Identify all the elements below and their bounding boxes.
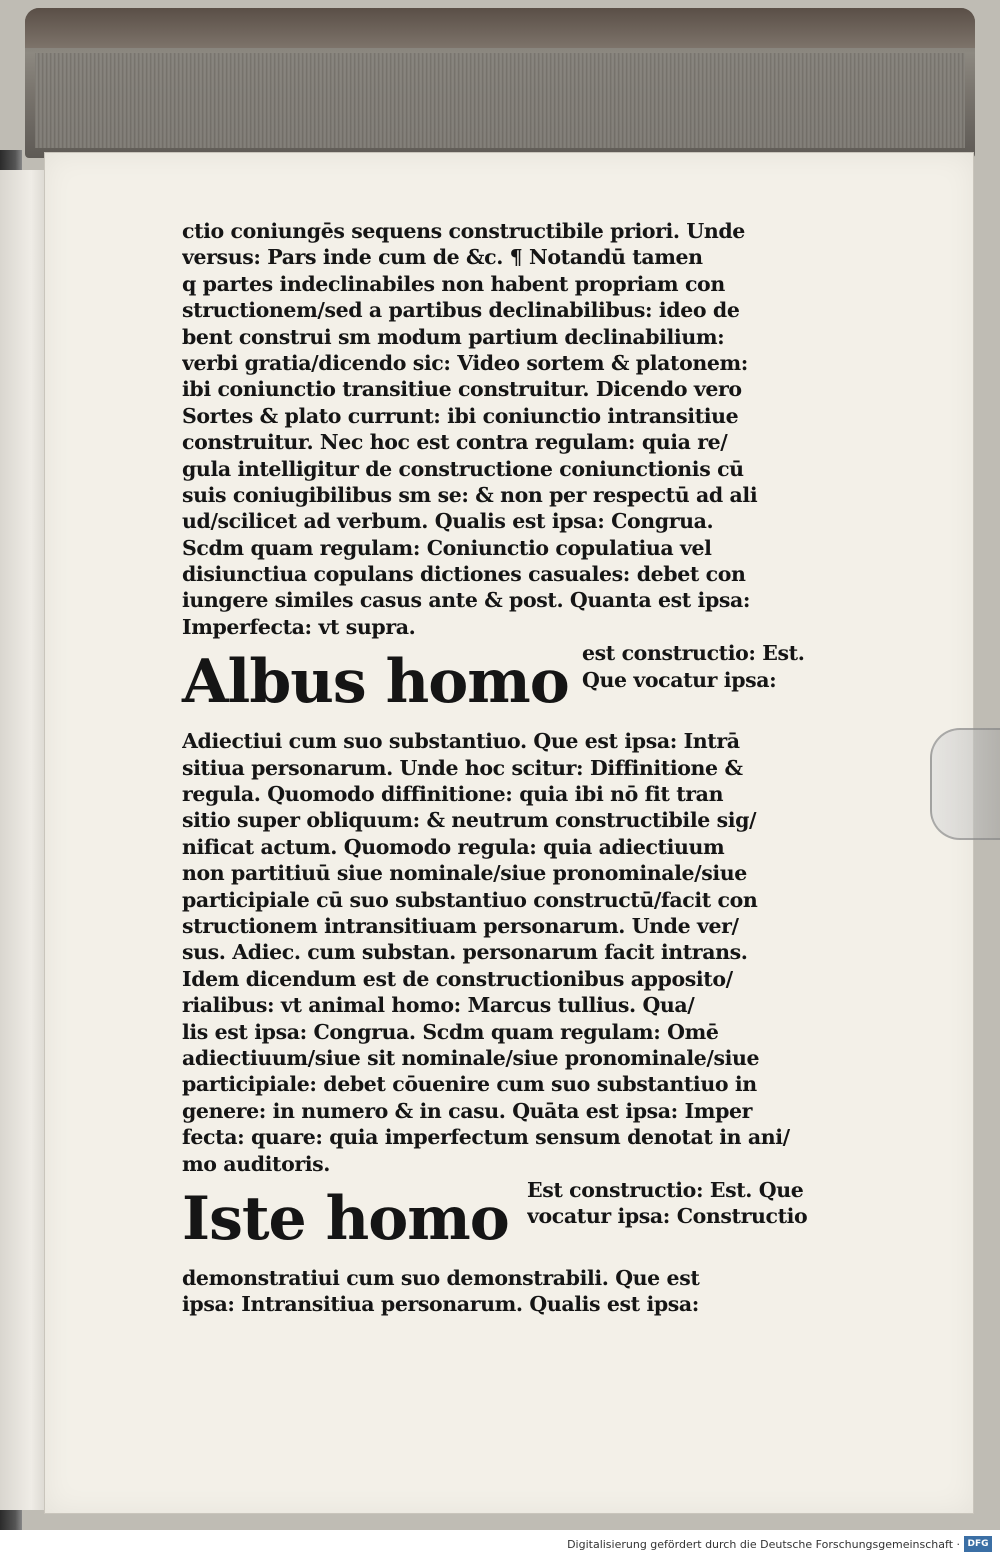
text-line: structionem intransitiuam personarum. Unde ver/ bbox=[182, 913, 739, 938]
text-line: Sortes & plato currunt: ibi coniunctio intransitiue bbox=[182, 403, 739, 428]
text-line: versus: Pars inde cum de &c. ¶ Notandū tamen bbox=[182, 245, 703, 270]
text-line: adiectiuum/siue sit nominale/siue pronominale/siue bbox=[182, 1045, 760, 1070]
dfg-logo-icon: DFG bbox=[964, 1536, 992, 1552]
text-line: participiale cū suo substantiuo constructū/facit con bbox=[182, 887, 758, 912]
text-line: vocatur ipsa: Constructio bbox=[527, 1204, 808, 1229]
text-line: fecta: quare: quia imperfectum sensum denotat in ani/ bbox=[182, 1125, 790, 1150]
text-line: Imperfecta: vt supra. bbox=[182, 614, 416, 639]
page-block-edge bbox=[35, 53, 965, 148]
text-line: ipsa: Intransitiua personarum. Qualis est ipsa: bbox=[182, 1292, 699, 1317]
text-line: ud/scilicet ad verbum. Qualis est ipsa: Congrua. bbox=[182, 509, 714, 534]
text-line: non partitiuū siue nominale/siue pronominale/siue bbox=[182, 861, 747, 886]
text-line: ibi coniunctio transitiue construitur. Dicendo vero bbox=[182, 377, 742, 402]
text-line: mo auditoris. bbox=[182, 1151, 331, 1176]
text-line: ctio coniungēs sequens constructibile priori. Unde bbox=[182, 219, 745, 243]
page-text bbox=[182, 218, 862, 1318]
text-line: sitiua personarum. Unde hoc scitur: Diffinitione & bbox=[182, 755, 743, 780]
text-line: rialibus: vt animal homo: Marcus tullius. Qua/ bbox=[182, 993, 695, 1018]
footer-credit: Digitalisierung gefördert durch die Deutsche Forschungsgemeinschaft · bbox=[567, 1538, 960, 1551]
text-line: participiale: debet cōuenire cum suo substantiuo in bbox=[182, 1072, 757, 1097]
text-line: Adiectiui cum suo substantiuo. Que est ipsa: Intrā bbox=[182, 729, 740, 754]
book-top-edge bbox=[25, 8, 975, 158]
text-line: sus. Adiec. cum substan. personarum facit intrans. bbox=[182, 940, 748, 965]
heading-iste-homo bbox=[182, 1177, 862, 1265]
text-line: sitio super obliquum: & neutrum constructibile sig/ bbox=[182, 808, 757, 833]
footer-bar bbox=[0, 1530, 1000, 1559]
text-line: Idem dicendum est de constructionibus apposito/ bbox=[182, 966, 733, 991]
text-line: gula intelligitur de constructione coniunctionis cū bbox=[182, 456, 744, 481]
text-line: disiunctiua copulans dictiones casuales: debet con bbox=[182, 562, 746, 587]
text-line: Scdm quam regulam: Coniunctio copulatiua vel bbox=[182, 535, 712, 560]
heading-side-text bbox=[582, 640, 862, 693]
heading-large-text: Iste homo bbox=[182, 1183, 509, 1254]
text-line: structionem/sed a partibus declinabilibus: ideo de bbox=[182, 298, 740, 323]
text-line: q partes indeclinabiles non habent propriam con bbox=[182, 271, 725, 296]
text-line: verbi gratia/dicendo sic: Video sortem & platonem: bbox=[182, 350, 748, 375]
text-line: lis est ipsa: Congrua. Scdm quam regulam: Omē bbox=[182, 1019, 719, 1044]
text-line: nificat actum. Quomodo regula: quia adiectiuum bbox=[182, 834, 725, 859]
text-line: regula. Quomodo diffinitione: quia ibi nō fit tran bbox=[182, 782, 724, 807]
text-line: construitur. Nec hoc est contra regulam: quia re/ bbox=[182, 430, 728, 455]
text-line: iungere similes casus ante & post. Quanta est ipsa: bbox=[182, 588, 751, 613]
heading-large-text: Albus homo bbox=[182, 647, 569, 718]
heading-albus-homo bbox=[182, 640, 862, 728]
text-lines-bottom bbox=[182, 1265, 862, 1318]
text-lines-middle bbox=[182, 728, 862, 1177]
text-line: Est constructio: Est. Que bbox=[527, 1177, 804, 1202]
text-line: est constructio: Est. bbox=[582, 641, 805, 666]
text-line: bent construi sm modum partium declinabilium: bbox=[182, 324, 725, 349]
text-line: genere: in numero & in casu. Quāta est ipsa: Imper bbox=[182, 1098, 753, 1123]
page-clip bbox=[930, 728, 1000, 840]
text-line: suis coniugibilibus sm se: & non per respectū ad ali bbox=[182, 482, 758, 507]
heading-side-text bbox=[527, 1177, 862, 1230]
text-line: Que vocatur ipsa: bbox=[582, 667, 777, 692]
text-line: demonstratiui cum suo demonstrabili. Que est bbox=[182, 1265, 700, 1290]
book-cover-edge bbox=[25, 8, 975, 48]
text-lines-top bbox=[182, 218, 862, 640]
